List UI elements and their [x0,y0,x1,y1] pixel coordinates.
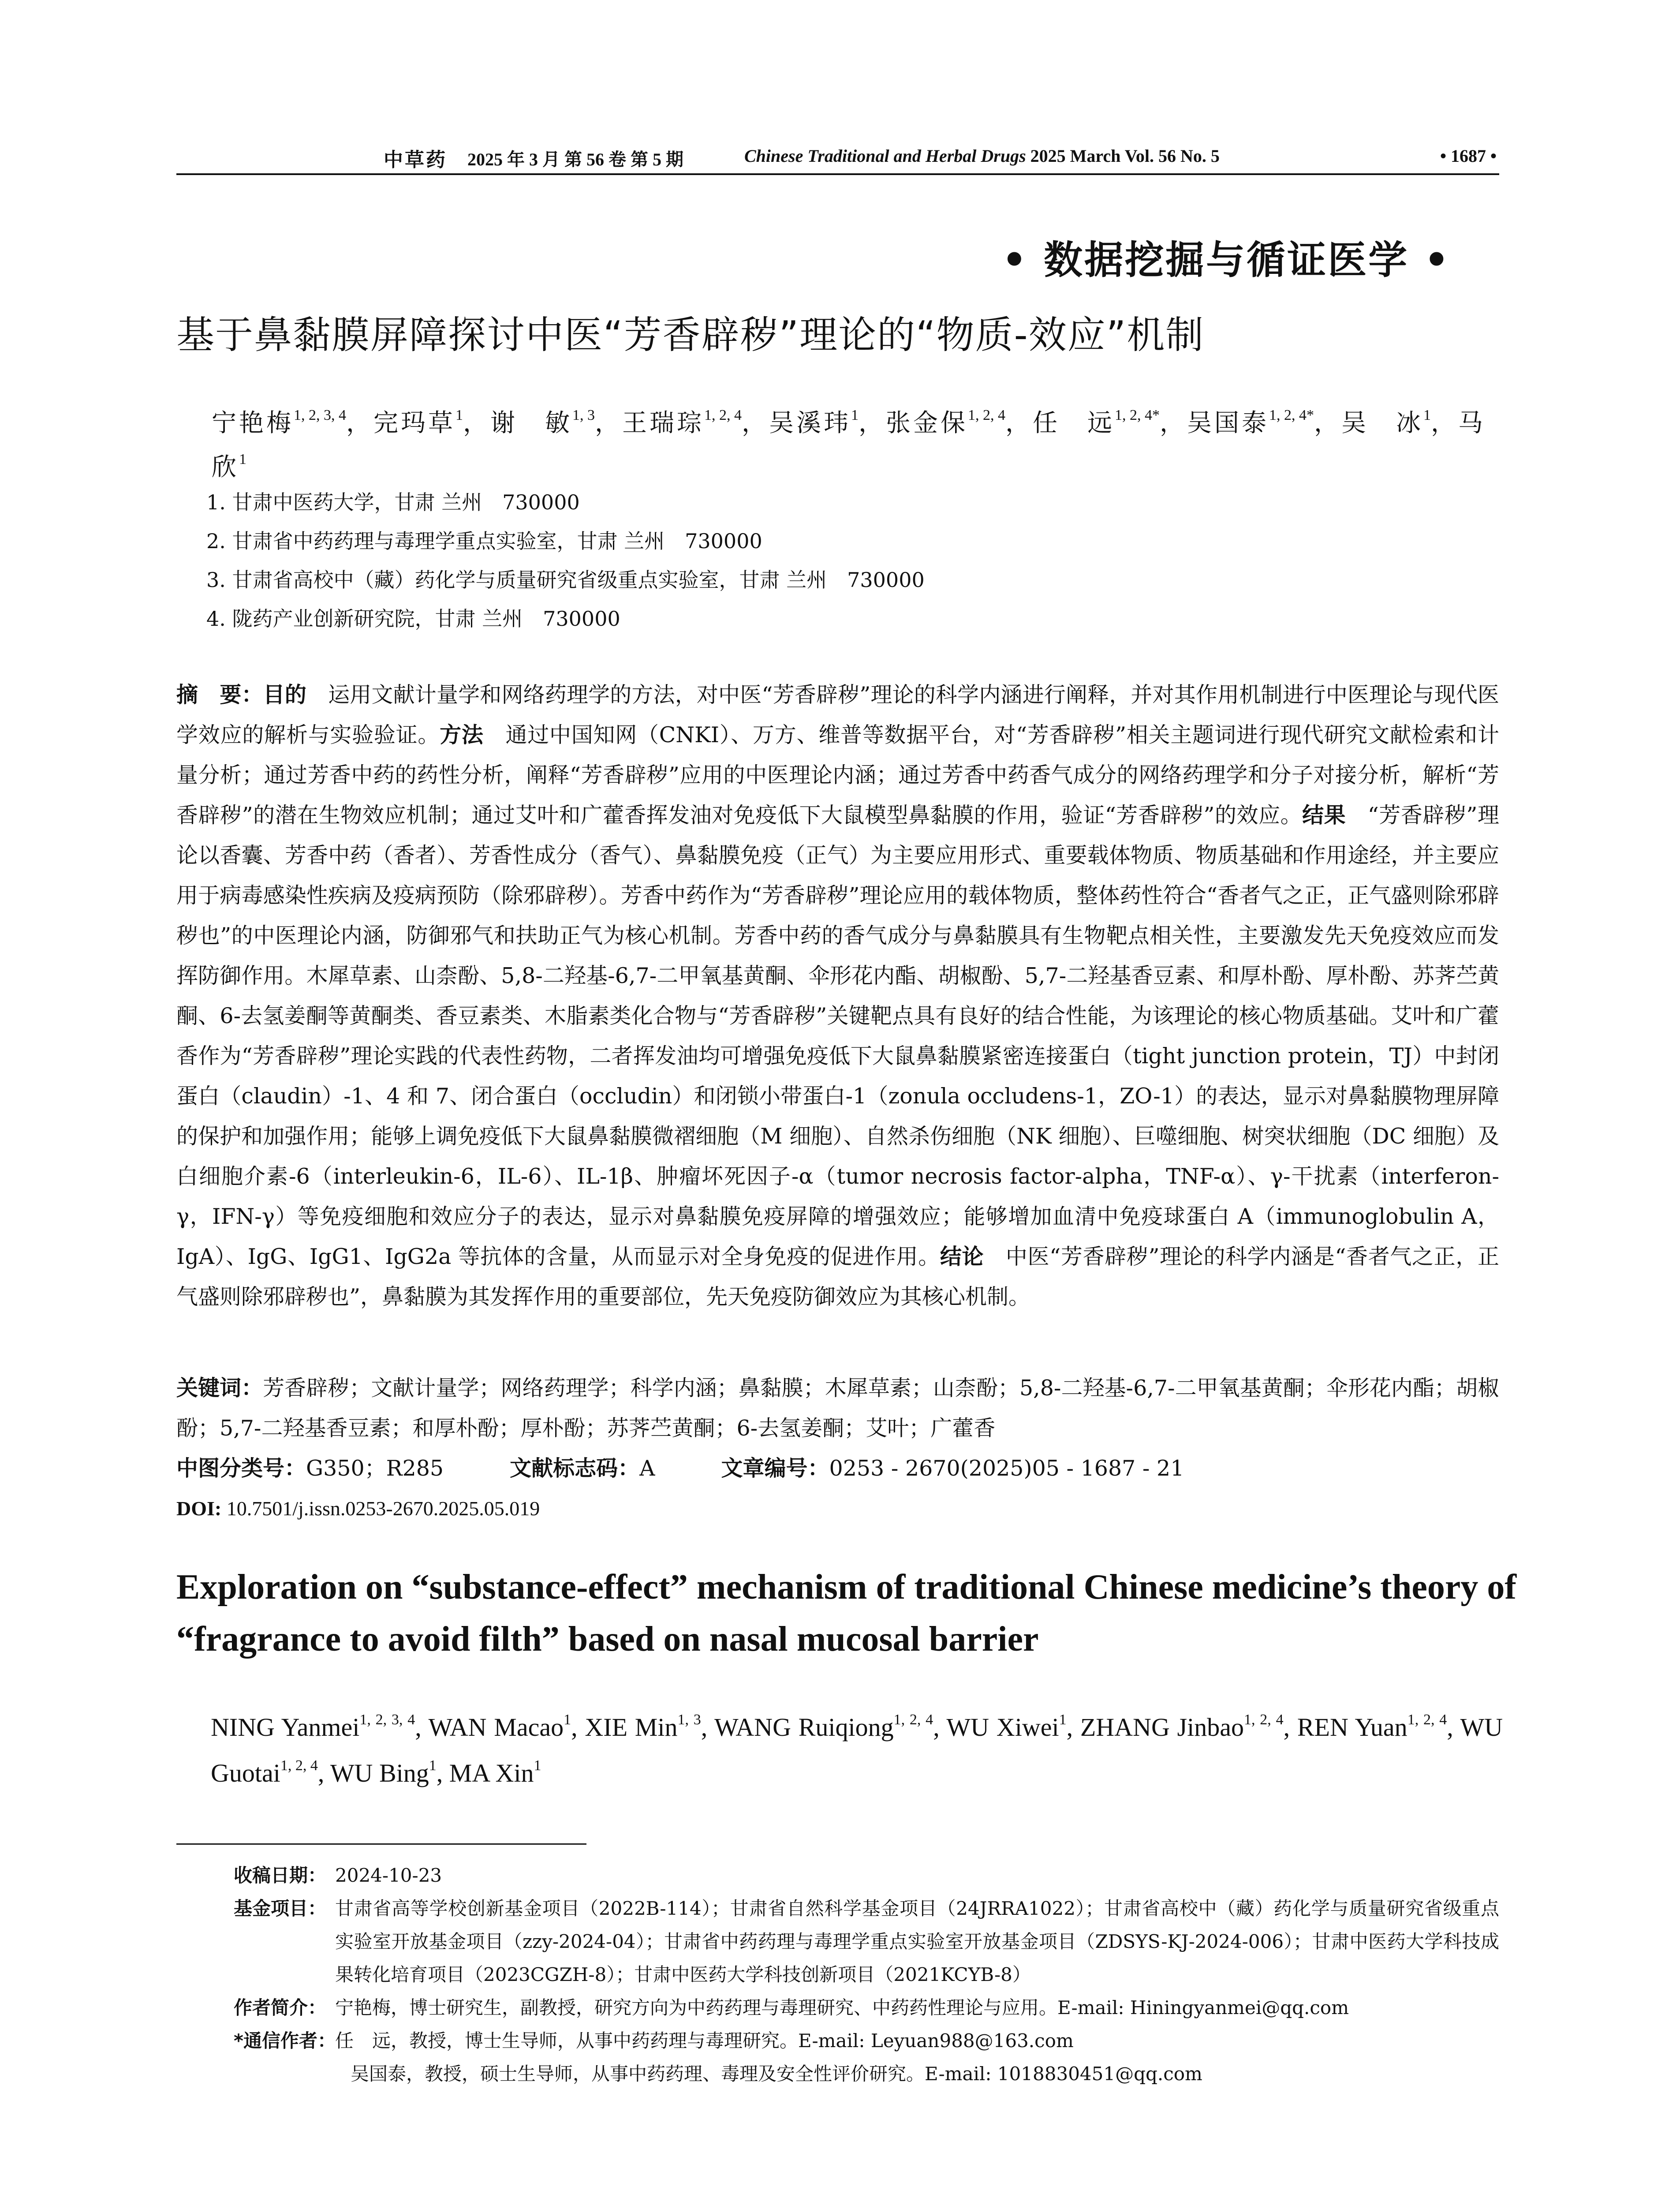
author [622,409,742,437]
author-name: MA Xin [449,1759,534,1787]
author [1187,409,1314,437]
received-value: 2024-10-23 [335,1865,442,1886]
author [1080,1713,1284,1742]
issue-date-en: 2025 March Vol. 56 No. 5 [1026,146,1220,166]
doi-link[interactable]: 10.7501/j.issn.0253-2670.2025.05.019 [221,1497,540,1520]
author-affiliation-mark: 1, 2, 4* [1269,407,1314,423]
author-name: 王瑞琮 [622,409,704,437]
author-name: ZHANG Jinbao [1080,1713,1244,1742]
author-affiliation-mark: 1, 2, 4 [1244,1712,1284,1728]
author [330,1759,437,1787]
fund-label: 基金项目： [234,1898,327,1919]
author-name: NING Yanmei [211,1713,360,1742]
corresponding-author [234,2024,1499,2057]
keywords-text: 芳香辟秽；文献计量学；网络药理学；科学内涵；鼻黏膜；木犀草素；山柰酚；5,8-二羟基-6,7-二甲氧基黄酮；伞形花内酯；胡椒酚；5,7-二羟基香豆素；和厚朴酚；厚朴酚；苏荠苎黄酮；6-去氢姜酮；艾叶；广藿香 [176,1375,1499,1441]
affiliation-item: 1. 甘肃中医药大学，甘肃 兰州 730000 [206,490,580,514]
author-name: 任 远 [1033,409,1115,437]
author-name: WU Xiwei [946,1713,1059,1742]
received-label: 收稿日期： [234,1865,327,1886]
title-en: Exploration on “substance-effect” mechanism of traditional Chinese medicine’s theory of “fragrance to avoid filth” based on nasal mucosal barrier [176,1568,1516,1659]
affiliations [206,483,925,638]
author-affiliation-mark: 1, 2, 4* [1115,407,1160,423]
author-name: WANG Ruiqiong [714,1713,894,1742]
column-tag: • 数据挖掘与循证医学 • [1002,237,1451,283]
author-affiliation-mark: 1, 2, 4 [1407,1712,1447,1728]
author [490,409,595,437]
affiliation-item: 2. 甘肃省中药药理与毒理学重点实验室，甘肃 兰州 730000 [206,529,762,553]
author [585,1713,701,1742]
author-affiliation-mark: 1 [455,407,463,423]
corr-text-1: 任 远，教授，博士生导师，从事中药药理与毒理研究。E-mail: Leyuan988@163.com [335,2030,1074,2052]
fund-projects [234,1892,1499,1991]
bio-label: 作者简介： [234,1997,327,2018]
methods-text: 通过中国知网（CNKI）、万方、维普等数据平台，对“芳香辟秽”相关主题词进行现代研究文献检索和计量分析；通过芳香中药的药性分析，阐释“芳香辟秽”应用的中医理论内涵；通过芳香中药香气成分的网络药理学和分子对接分析，解析“芳香辟秽”的潜在生物效应机制；通过艾叶和广藿香挥发油对免疫低下大鼠模型鼻黏膜的作用，验证“芳香辟秽”的效应。 [176,722,1499,828]
objective-label: 目的 [263,682,306,707]
clc-label: 中图分类号： [176,1456,306,1481]
results-label: 结果 [1302,803,1346,828]
abstract-label: 摘 要： [176,682,263,707]
author-name: 完玛草 [373,409,455,437]
author-name: WU Guotai [211,1713,1503,1787]
author-affiliation-mark: 1, 2, 4 [280,1757,318,1774]
footnotes [234,1859,1499,2090]
doi-label: DOI: [176,1497,222,1520]
doc-code-value: A [639,1456,655,1481]
running-header [176,140,1499,171]
author-name: 吴溪玮 [769,409,851,437]
objective-text: 运用文献计量学和网络药理学的方法，对中医“芳香辟秽”理论的科学内涵进行阐释，并对其作用机制进行中医理论与现代医学效应的解析与实验验证。 [176,682,1499,747]
authors-cn: 宁艳梅$^{1, 2, 3, 4}$，完玛草$^1$，谢 敏$^{1, 3}$，王瑞琮$^{1, 2, 4}$，吴溪玮$^1$，张金保$^{1, 2, 4}$，任 远$^{1, 2, 4*}$，吴国泰$^{1, 2, 4*}$，吴 冰$^1$，马 欣$^1$ [212,407,1513,482]
page-number: • 1687 • [1440,146,1497,166]
author-name: XIE Min [585,1713,678,1742]
methods-label: 方法 [440,722,484,747]
doc-code-label: 文献标志码： [510,1456,640,1481]
journal-name-en: Chinese Traditional and Herbal Drugs [744,146,1026,166]
author-name: 吴 冰 [1341,409,1423,437]
article-number-value: 0253 - 2670(2025)05 - 1687 - 21 [829,1456,1184,1481]
author-affiliation-mark: 1 [1423,407,1431,423]
header-rule [176,173,1499,175]
author [373,409,463,437]
author [1341,409,1431,437]
author [946,1713,1066,1742]
journal-name: 中草药 [384,149,447,171]
received-date [234,1859,1499,1892]
author-affiliation-mark: 1 [1059,1712,1067,1728]
author-affiliation-mark: 1 [534,1757,541,1774]
issue-info-en [744,146,1220,166]
affiliation-item: 3. 甘肃省高校中（藏）药化学与质量研究省级重点实验室，甘肃 兰州 730000 [206,568,925,592]
author [769,409,859,437]
authors-en: NING Yanmei$^{1, 2, 3, 4}$, WAN Macao$^1$, XIE Min$^{1, 3}$, WANG Ruiqiong$^{1, 2, 4}$, WU Xiwei$^1$, ZHANG Jinbao$^{1, 2, 4}$, REN Yuan$^{1, 2, 4}$, WU Guotai$^{1, 2, 4}$, WU Bing$^1$, MA Xin$^1$ [211,1712,1503,1787]
author-bio [234,1991,1499,2024]
author-affiliation-mark: 1, 2, 4 [968,407,1005,423]
classification-line [176,1448,1184,1488]
author-affiliation-mark: 1, 3 [572,407,595,423]
conclusion-text: 中医“芳香辟秽”理论的科学内涵是“香者气之正，正气盛则除邪辟秽也”，鼻黏膜为其发挥作用的重要部位，先天免疫防御效应为其核心机制。 [176,1244,1499,1309]
author [428,1713,571,1742]
author-affiliation-mark: 1 [564,1712,571,1728]
author [714,1713,933,1742]
author [212,409,346,437]
author-name: 马 欣 [212,409,1513,482]
keywords-label: 关键词： [176,1375,263,1401]
corresponding-author-2 [234,2057,1499,2090]
author-affiliation-mark: 1, 2, 3, 4 [294,407,346,423]
author [211,1713,415,1742]
author-name: 谢 敏 [490,409,572,437]
title-cn: 基于鼻黏膜屏障探讨中医“芳香辟秽”理论的“物质-效应”机制 [176,313,1205,357]
article-number-label: 文章编号： [721,1456,829,1481]
results-text: “芳香辟秽”理论以香囊、芳香中药（香者）、芳香性成分（香气）、鼻黏膜免疫（正气）为主要应用形式、重要载体物质、物质基础和作用途经，并主要应用于病毒感染性疾病及疫病预防（除邪辟秽）。芳香中药作为“芳香辟秽”理论应用的载体物质，整体药性符合“香者气之正，正气盛则除邪辟秽也”的中医理论内涵，防御邪气和扶助正气为核心机制。芳香中药的香气成分与鼻黏膜具有生物靶点相关性，主要激发先天免疫效应而发挥防御作用。木犀草素、山柰酚、5,8-二羟基-6,7-二甲氧基黄酮、伞形花内酯、胡椒酚、5,7-二羟基香豆素、和厚朴酚、厚朴酚、苏荠苎黄酮、6-去氢姜酮等黄酮类、香豆素类、木脂素类化合物与“芳香辟秽”关键靶点具有良好的结合性能，为该理论的核心物质基础。艾叶和广藿香作为“芳香辟秽”理论实践的代表性药物，二者挥发油均可增强免疫低下大鼠鼻黏膜紧密连接蛋白（tight junction protein，TJ）中封闭蛋白（claudin）-1、4 和 7、闭合蛋白（occludin）和闭锁小带蛋白-1（zonula occludens-1，ZO-1）的表达，显示对鼻黏膜物理屏障的保护和加强作用；能够上调免疫低下大鼠鼻黏膜微褶细胞（M 细胞）、自然杀伤细胞（NK 细胞）、巨噬细胞、树突状细胞（DC 细胞）及白细胞介素-6（interleukin-6，IL-6）、IL-1β、肿瘤坏死因子-α（tumor necrosis factor-alpha，TNF-α）、γ-干扰素（interferon-γ，IFN-γ）等免疫细胞和效应分子的表达，显示对鼻黏膜免疫屏障的增强效应；能够增加血清中免疫球蛋白 A（immunoglobulin A，IgA）、IgG、IgG1、IgG2a 等抗体的含量，从而显示对全身免疫的促进作用。 [176,803,1499,1269]
author-affiliation-mark: 1 [239,451,246,467]
author [1033,409,1160,437]
issue-info-cn: 2025 年 3 月 第 56 卷 第 5 期 [467,149,683,169]
affiliation-item: 4. 陇药产业创新研究院，甘肃 兰州 730000 [206,607,620,631]
author-name: REN Yuan [1297,1713,1407,1742]
author-name: 宁艳梅 [212,409,294,437]
author-affiliation-mark: 1, 3 [677,1712,701,1728]
author-affiliation-mark: 1, 2, 4 [893,1712,933,1728]
author-affiliation-mark: 1 [429,1757,437,1774]
author-name: WU Bing [330,1759,429,1787]
author [886,409,1005,437]
author-name: WAN Macao [428,1713,564,1742]
bio-text: 宁艳梅，博士研究生，副教授，研究方向为中药药理与毒理研究、中药药性理论与应用。E-mail: Hiningyanmei@qq.com [335,1997,1349,2018]
author-name: 吴国泰 [1187,409,1269,437]
author-affiliation-mark: 1, 2, 3, 4 [359,1712,415,1728]
author-affiliation-mark: 1 [851,407,859,423]
clc-value: G350；R285 [306,1456,444,1481]
author [449,1759,541,1787]
corr-text-2: 吴国泰，教授，硕士生导师，从事中药药理、毒理及安全性评价研究。E-mail: 1018830451@qq.com [351,2063,1202,2085]
fund-text: 甘肃省高等学校创新基金项目（2022B-114）；甘肃省自然科学基金项目（24JRRA1022）；甘肃省高校中（藏）药化学与质量研究省级重点实验室开放基金项目（zzy-2024-04）；甘肃省中药药理与毒理学重点实验室开放基金项目（ZDSYS-KJ-2024-006）；甘肃中医药大学科技成果转化培育项目（2023CGZH-8）；甘肃中医药大学科技创新项目（2021KCYB-8） [335,1898,1499,1985]
footnote-rule [176,1843,586,1845]
conclusion-label: 结论 [940,1244,984,1269]
keywords [176,1368,1499,1448]
doi-line [176,1488,540,1529]
corr-label: *通信作者： [234,2030,336,2052]
author-name: 张金保 [886,409,968,437]
author [1297,1713,1447,1742]
author-affiliation-mark: 1, 2, 4 [704,407,742,423]
abstract [176,675,1499,1317]
